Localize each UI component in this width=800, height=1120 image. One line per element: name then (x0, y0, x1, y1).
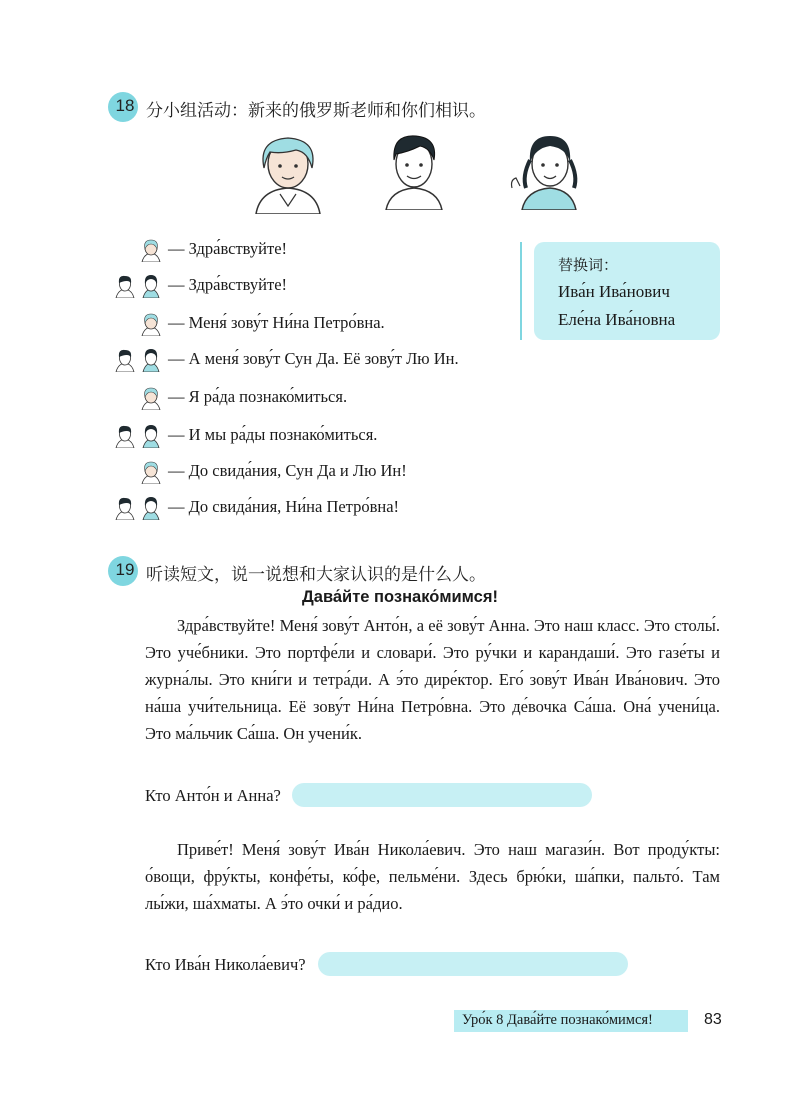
paragraph-text: Здра́вствуйте! Меня́ зову́т Анто́н, а её зову́т Анна. Это наш класс. Это столы́. Это уче́бники. Это портфе́ли и словари́. Это ру́чки и карандаши́. Это газе́ты и журна́лы. Это кни́ги и тетра́ди. А э́то дире́ктор. Его́ зову́т Ива́н Ива́нович. Это на́ша учи́тельница. Её зову́т Ни́на Петро́вна. Это де́вочка Са́ша. Она́ учени́ца. Это ма́льчик Са́ша. Он учени́к. (145, 616, 720, 743)
exercise-number: 18 (115, 96, 135, 115)
exercise-number: 19 (115, 560, 135, 579)
dialogue-text: — Меня́ зову́т Ни́на Петро́вна. (168, 313, 385, 332)
reading-paragraph-1 (145, 612, 720, 747)
substitution-item: Еле́на Ива́новна (558, 310, 676, 329)
reading-title: Дава́йте познако́мимся! (302, 588, 498, 606)
boy-avatar-icon (114, 424, 136, 448)
dialogue-text: — А меня́ зову́т Сун Да. Её зову́т Лю Ин. (168, 349, 459, 368)
dialogue-text: — До свида́ния, Сун Да и Лю Ин! (168, 461, 407, 480)
substitution-heading: 替换词： (558, 256, 619, 274)
dialogue-line-4 (0, 348, 520, 370)
teacher-portrait (246, 130, 330, 214)
dialogue-line-6 (0, 424, 500, 446)
answer-field-1[interactable] (292, 783, 592, 807)
question-1: Кто Анто́н и Анна? (145, 786, 281, 805)
substitution-box (534, 242, 720, 340)
exercise-19-badge (108, 556, 142, 590)
girl-avatar-icon (140, 348, 162, 372)
dialogue-text: — И мы ра́ды познако́миться. (168, 425, 378, 444)
girl-avatar-icon (140, 424, 162, 448)
dialogue-line-3 (0, 312, 500, 334)
girl-avatar-icon (140, 274, 162, 298)
dialogue-text: — Здра́вствуйте! (168, 275, 288, 294)
exercise-18-title: 分小组活动：新来的俄罗斯老师和你们相识。 (146, 101, 486, 121)
girl-portrait (508, 130, 588, 210)
dialogue-text: — Я ра́да познако́миться. (168, 387, 348, 406)
dialogue-text: — До свида́ния, Ни́на Петро́вна! (168, 497, 400, 516)
dialogue-line-2 (0, 274, 500, 296)
girl-avatar-icon (140, 496, 162, 520)
exercise-19-title: 听读短文，说一说想和大家认识的是什么人。 (146, 565, 486, 585)
footer-lesson-title: Уро́к 8 Дава́йте познако́мимся! (462, 1012, 653, 1028)
boy-avatar-icon (114, 348, 136, 372)
dialogue-line-5 (0, 386, 500, 408)
boy-avatar-icon (114, 274, 136, 298)
teacher-avatar-icon (140, 238, 162, 262)
paragraph-text: Приве́т! Меня́ зову́т Ива́н Никола́евич. Это наш магази́н. Вот проду́кты: о́вощи, фру́кты, конфе́ты, ко́фе, пельме́ни. Здесь брю́ки, ша́пки, пальто́. Там лы́жи, ша́хматы. А э́то очки́ и ра́дио. (145, 840, 720, 913)
page-number: 83 (704, 1011, 722, 1028)
dialogue-line-8 (0, 496, 500, 518)
dialogue-line-7 (0, 460, 500, 482)
dialogue-text: — Здра́вствуйте! (168, 239, 288, 258)
teacher-avatar-icon (140, 312, 162, 336)
dialogue-line-1 (0, 238, 500, 260)
exercise-18-badge (108, 92, 142, 126)
teacher-avatar-icon (140, 386, 162, 410)
boy-portrait (382, 130, 446, 210)
substitution-item: Ива́н Ива́нович (558, 282, 670, 301)
answer-field-2[interactable] (318, 952, 628, 976)
teacher-avatar-icon (140, 460, 162, 484)
substitution-divider (520, 242, 522, 340)
reading-paragraph-2 (145, 836, 720, 917)
boy-avatar-icon (114, 496, 136, 520)
question-2: Кто Ива́н Никола́евич? (145, 955, 306, 974)
